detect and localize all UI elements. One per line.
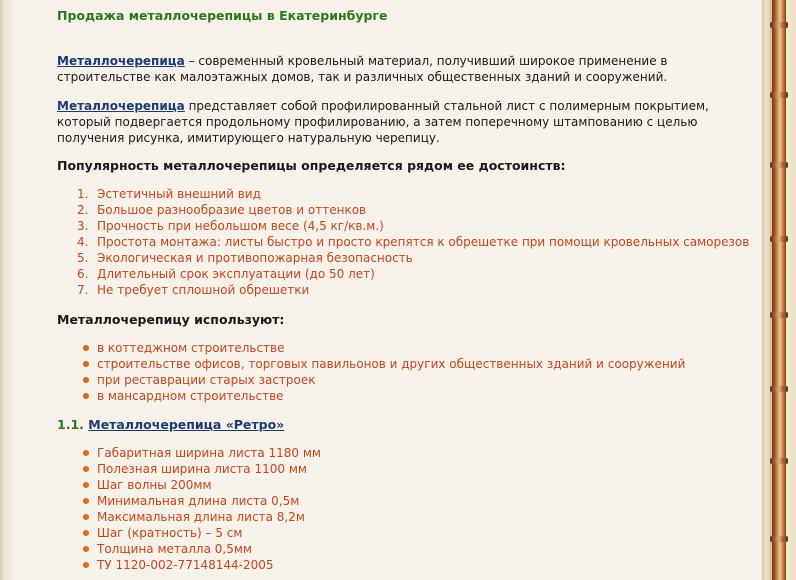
- page-title: Продажа металлочерепицы в Екатеринбурге: [57, 8, 388, 23]
- pipe-joint: [770, 312, 788, 318]
- pipe-joint: [770, 92, 788, 98]
- intro-paragraph-1-text: – современный кровельный материал, получивший широкое применение в строительстве как малоэтажных домов, так и различных общественных зданий и сооружений.: [57, 54, 668, 84]
- bullet-icon: [83, 345, 89, 351]
- bullet-icon: [83, 498, 89, 504]
- intro-paragraph-2: [57, 98, 737, 146]
- retro-heading: [57, 417, 284, 432]
- bullet-icon: [83, 514, 89, 520]
- bullet-icon: [83, 377, 89, 383]
- retro-section-number: 1.1.: [57, 417, 84, 432]
- intro-paragraph-2-text: представляет собой профилированный стальной лист с полимерным покрытием, который подвергается продольному профилированию, а затем поперечному штампованию с целью получения рисунка, имитирующего натуральную черепицу.: [57, 99, 709, 145]
- pipe-joint: [770, 162, 788, 168]
- copper-pipe-decoration: [772, 0, 786, 580]
- retro-link[interactable]: Металлочерепица «Ретро»: [88, 417, 285, 432]
- pipe-joint: [770, 236, 788, 242]
- bullet-icon: [83, 562, 89, 568]
- decorative-side-panel: [762, 0, 796, 580]
- bullet-icon: [83, 546, 89, 552]
- bullet-icon: [83, 450, 89, 456]
- pipe-joint: [770, 536, 788, 542]
- bullet-icon: [83, 482, 89, 488]
- bullet-icon: [83, 361, 89, 367]
- pipe-joint: [770, 386, 788, 392]
- left-page-edge: [0, 0, 14, 580]
- advantages-heading: Популярность металлочерепицы определяется рядом ее достоинств:: [57, 158, 566, 173]
- metal-tile-link-2[interactable]: Металлочерепица: [57, 99, 185, 113]
- usage-heading: Металлочерепицу используют:: [57, 312, 285, 327]
- bullet-icon: [83, 466, 89, 472]
- bullet-icon: [83, 530, 89, 536]
- pipe-joint: [770, 22, 788, 28]
- metal-tile-link-1[interactable]: Металлочерепица: [57, 54, 185, 68]
- intro-paragraph-1: [57, 53, 737, 85]
- bullet-icon: [83, 393, 89, 399]
- pipe-joint: [770, 458, 788, 464]
